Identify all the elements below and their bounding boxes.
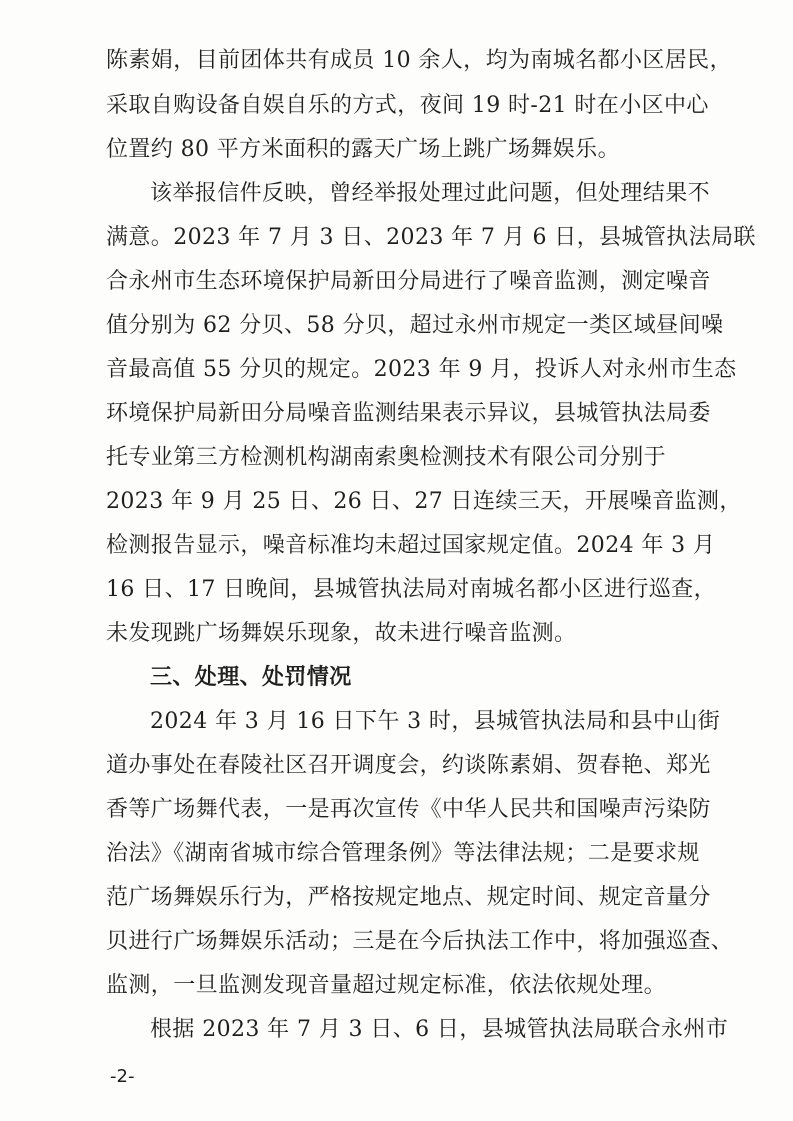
text-line: 检测报告显示，噪音标准均未超过国家规定值。2024 年 3 月 <box>106 533 716 558</box>
paragraph-start-line: 2024 年 3 月 16 日下午 3 时，县城管执法局和县中山街 <box>150 709 721 734</box>
text-line: 环境保护局新田分局噪音监测结果表示异议，县城管执法局委 <box>106 401 711 426</box>
text-line: 满意。2023 年 7 月 3 日、2023 年 7 月 6 日，县城管执法局联 <box>106 225 756 250</box>
text-line: 陈素娟，目前团体共有成员 10 余人，均为南城名都小区居民， <box>106 48 732 73</box>
text-line: 音最高值 55 分贝的规定。2023 年 9 月，投诉人对永州市生态 <box>106 357 737 382</box>
paragraph-start-line: 该举报信件反映，曾经举报处理过此问题，但处理结果不 <box>150 181 711 206</box>
text-line: 治法》《湖南省城市综合管理条例》等法律法规；二是要求规 <box>106 841 700 866</box>
text-line: 范广场舞娱乐行为，严格按规定地点、规定时间、规定音量分 <box>106 885 711 910</box>
text-line: 合永州市生态环境保护局新田分局进行了噪音监测，测定噪音 <box>106 269 711 294</box>
text-line: 未发现跳广场舞娱乐现象，故未进行噪音监测。 <box>106 621 577 646</box>
page-number: -2- <box>110 1066 135 1087</box>
text-line: 2023 年 9 月 25 日、26 日、27 日连续三天，开展噪音监测， <box>106 489 742 514</box>
text-line: 值分别为 62 分贝、58 分贝，超过永州市规定一类区域昼间噪 <box>106 313 724 338</box>
text-line: 监测，一旦监测发现音量超过规定标准，依法依规处理。 <box>106 973 667 998</box>
text-line: 位置约 80 平方米面积的露天广场上跳广场舞娱乐。 <box>106 137 620 162</box>
section-heading: 三、处理、处罚情况 <box>150 665 352 690</box>
text-line: 贝进行广场舞娱乐活动；三是在今后执法工作中，将加强巡查、 <box>106 929 734 954</box>
text-line: 托专业第三方检测机构湖南索奥检测技术有限公司分别于 <box>106 445 667 470</box>
text-line: 香等广场舞代表，一是再次宣传《中华人民共和国噪声污染防 <box>106 797 711 822</box>
text-line: 采取自购设备自娱自乐的方式，夜间 19 时-21 时在小区中心 <box>106 93 709 118</box>
paragraph-start-line: 根据 2023 年 7 月 3 日、6 日，县城管执法局联合永州市 <box>150 1017 729 1042</box>
text-line: 16 日、17 日晚间，县城管执法局对南城名都小区进行巡查， <box>106 577 716 602</box>
text-line: 道办事处在春陵社区召开调度会，约谈陈素娟、贺春艳、郑光 <box>106 753 711 778</box>
